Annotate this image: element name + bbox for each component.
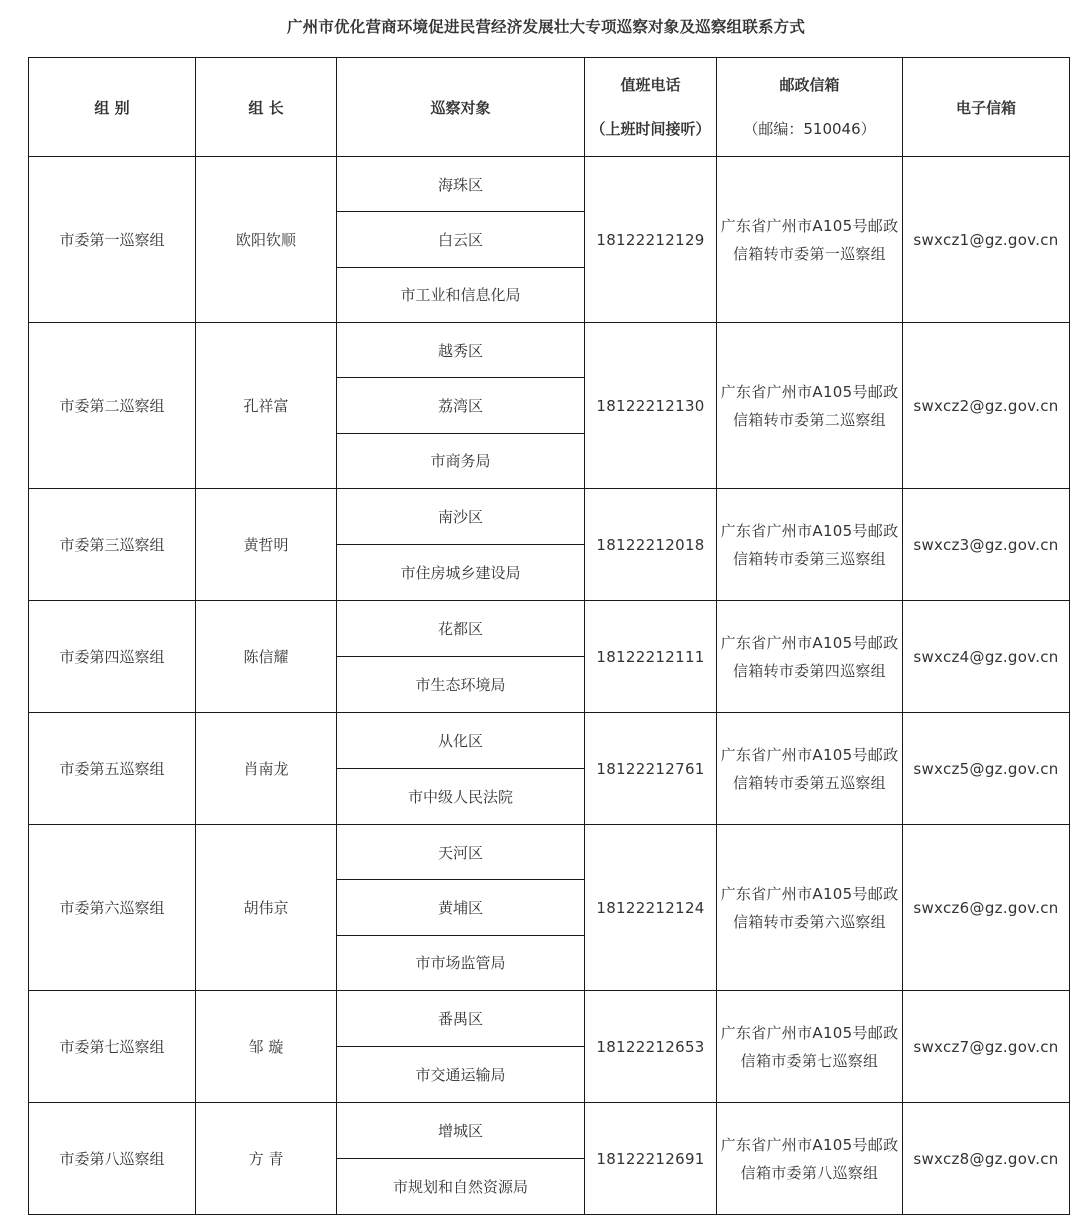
target-item: 从化区 (437, 732, 483, 750)
mailbox-address-cell: 广东省广州市A105号邮政信箱市委第七巡察组 (717, 991, 903, 1103)
group-cell: 市委第三巡察组 (29, 489, 196, 601)
phone-cell: 18122212761 (585, 713, 717, 825)
leader-cell: 孔祥富 (196, 323, 337, 489)
page-title: 广州市优化营商环境促进民营经济发展壮大专项巡察对象及巡察组联系方式 (286, 18, 806, 36)
target-item: 荔湾区 (337, 377, 584, 432)
mailbox-address-cell: 广东省广州市A105号邮政信箱转市委第五巡察组 (717, 713, 903, 825)
phone-cell: 18122212124 (585, 825, 717, 991)
table-header-row (29, 58, 1070, 157)
group-cell: 市委第一巡察组 (29, 157, 196, 323)
targets-cell (337, 1103, 585, 1215)
header-email: 电子信箱 (903, 58, 1070, 157)
group-cell: 市委第八巡察组 (29, 1103, 196, 1215)
phone-cell: 18122212653 (585, 991, 717, 1103)
targets-list (337, 713, 584, 824)
mailbox-address-cell: 广东省广州市A105号邮政信箱转市委第二巡察组 (717, 323, 903, 489)
targets-list (337, 601, 584, 712)
mailbox-address-cell: 广东省广州市A105号邮政信箱转市委第三巡察组 (717, 489, 903, 601)
target-item: 市交通运输局 (337, 1046, 584, 1102)
target-item: 越秀区 (437, 341, 483, 360)
leader-cell: 方 青 (196, 1103, 337, 1215)
targets-cell (337, 601, 585, 713)
targets-list (337, 157, 584, 322)
targets-list (337, 991, 584, 1102)
targets-cell (337, 825, 585, 991)
target-item: 市规划和自然资源局 (337, 1158, 584, 1214)
leader-cell: 肖南龙 (196, 713, 337, 825)
header-phone-note: （上班时间接听） (590, 120, 711, 138)
email-cell: swxcz4@gz.gov.cn (903, 601, 1070, 713)
target-item: 黄埔区 (337, 879, 584, 934)
target-item: 番禺区 (437, 1010, 483, 1028)
mailbox-address-cell: 广东省广州市A105号邮政信箱市委第八巡察组 (717, 1103, 903, 1215)
targets-cell (337, 157, 585, 323)
targets-cell (337, 713, 585, 825)
targets-cell (337, 991, 585, 1103)
email-cell: swxcz7@gz.gov.cn (903, 991, 1070, 1103)
target-item: 市住房城乡建设局 (337, 544, 584, 600)
table-row (29, 323, 1070, 489)
target-item: 花都区 (437, 620, 483, 638)
header-group: 组 别 (29, 58, 196, 157)
header-phone-title: 值班电话 (620, 76, 681, 94)
email-cell: swxcz8@gz.gov.cn (903, 1103, 1070, 1215)
leader-cell: 欧阳钦顺 (196, 157, 337, 323)
header-targets: 巡察对象 (337, 58, 585, 157)
phone-cell: 18122212111 (585, 601, 717, 713)
target-item: 市市场监管局 (337, 935, 584, 990)
email-cell: swxcz2@gz.gov.cn (903, 323, 1070, 489)
table-row (29, 991, 1070, 1103)
group-cell: 市委第六巡察组 (29, 825, 196, 991)
table-row (29, 713, 1070, 825)
header-phone (585, 58, 717, 157)
leader-cell: 陈信耀 (196, 601, 337, 713)
targets-list (337, 825, 584, 990)
target-item: 白云区 (337, 211, 584, 266)
mailbox-address-cell: 广东省广州市A105号邮政信箱转市委第六巡察组 (717, 825, 903, 991)
email-cell: swxcz3@gz.gov.cn (903, 489, 1070, 601)
email-cell: swxcz6@gz.gov.cn (903, 825, 1070, 991)
target-item: 增城区 (437, 1122, 483, 1140)
phone-cell: 18122212691 (585, 1103, 717, 1215)
leader-cell: 胡伟京 (196, 825, 337, 991)
phone-cell: 18122212129 (585, 157, 717, 323)
table-row (29, 825, 1070, 991)
target-item: 市工业和信息化局 (337, 267, 584, 322)
header-mailbox-postcode: （邮编：510046） (743, 120, 876, 138)
header-mailbox-title: 邮政信箱 (779, 76, 840, 94)
table-row (29, 1103, 1070, 1215)
target-item: 南沙区 (437, 508, 483, 526)
targets-cell (337, 323, 585, 489)
targets-list (337, 1103, 584, 1214)
group-cell: 市委第七巡察组 (29, 991, 196, 1103)
mailbox-address-cell: 广东省广州市A105号邮政信箱转市委第一巡察组 (717, 157, 903, 323)
table-row (29, 489, 1070, 601)
leader-cell: 邹 璇 (196, 991, 337, 1103)
target-item: 市生态环境局 (337, 656, 584, 712)
phone-cell: 18122212130 (585, 323, 717, 489)
table-body (29, 157, 1070, 1215)
email-cell: swxcz1@gz.gov.cn (903, 157, 1070, 323)
target-item: 市中级人民法院 (337, 768, 584, 824)
leader-cell: 黄哲明 (196, 489, 337, 601)
target-item: 天河区 (437, 843, 483, 862)
target-item: 市商务局 (337, 433, 584, 488)
targets-list (337, 489, 584, 600)
header-mailbox (717, 58, 903, 157)
targets-list (337, 323, 584, 488)
group-cell: 市委第二巡察组 (29, 323, 196, 489)
mailbox-address-cell: 广东省广州市A105号邮政信箱转市委第四巡察组 (717, 601, 903, 713)
inspection-contact-table (28, 57, 1070, 1215)
header-leader: 组 长 (196, 58, 337, 157)
targets-cell (337, 489, 585, 601)
group-cell: 市委第五巡察组 (29, 713, 196, 825)
table-row (29, 157, 1070, 323)
email-cell: swxcz5@gz.gov.cn (903, 713, 1070, 825)
table-row (29, 601, 1070, 713)
group-cell: 市委第四巡察组 (29, 601, 196, 713)
phone-cell: 18122212018 (585, 489, 717, 601)
target-item: 海珠区 (437, 175, 483, 194)
